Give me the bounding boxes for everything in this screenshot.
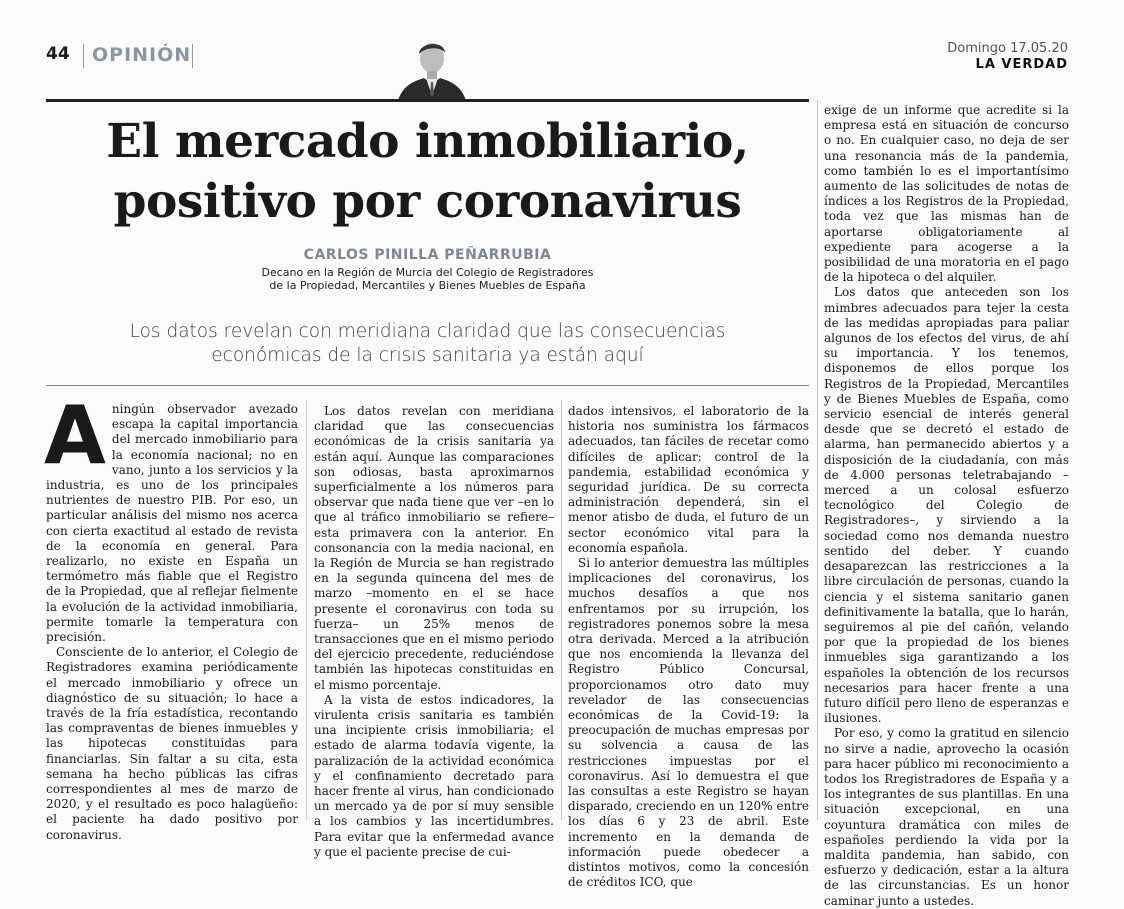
paragraph: Los datos que anteceden son los mimbres adecuados para tejer la cesta de las medidas apropiadas para paliar algunos de los efectos del virus, de ahí su importancia. Y los tenemos, disponemos de ellos porque los Registros de la Propiedad, Mercantiles y de Bienes Muebles de España, como servicio esencial de interés general desde que se decretó el estado de alarma, han permanecido abiertos y a disposición de la ciudadanía, con más de 4.000 personas teletrabajando –merced a un colosal esfuerzo tecnológico del Colegio de Registradores–, y sirviendo a la sociedad como nos demanda nuestro sentido del deber. Y cuando desaparezcan las restricciones a la libre circulación de personas, cuando la ciencia y el sistema sanitario ganen definitivamente la batalla, que lo harán, seguiremos al pie del cañón, velando por que la propiedad de los bienes inmuebles siga garantizando a los españoles la obtención de los recursos necesarios para hacer frente a una futuro difícil pero lleno de esperanzas e ilusiones.	[824, 285, 1069, 726]
headline-line: El mercado inmobiliario,	[106, 114, 749, 169]
paragraph: Los datos revelan con meridiana claridad que las consecuencias económicas de la crisis sanitaria ya están aquí. Aunque las comparaciones son odiosas, basta aproximarnos superficialmente a los números para observar que nada tiene que ver –en lo que al tráfico inmobiliario se refiere– esta primavera con la anterior. En consonancia con la media nacional, en la Región de Murcia se han registrado en la segunda quincena del mes de marzo –momento en el se hace presente el coronavirus con toda su fuerza– un 25% menos de transacciones que en el mismo periodo del ejercicio precedente, reduciéndose también las hipotecas constituidas en el mismo porcentaje.	[314, 404, 554, 692]
header-divider	[83, 44, 84, 68]
column-divider	[306, 400, 307, 820]
drop-cap: A	[44, 389, 106, 482]
standfirst-line: Los datos revelan con meridiana claridad que las consecuencias	[129, 321, 726, 342]
paragraph: exige de un informe que acredite si la empresa está en situación de concurso o no. En cualquier caso, no deja de ser una resonancia más de la pandemia, como también lo es el importantísimo aumento de las solicitudes de notas de índices a los Registros de la Propiedad, toda vez que las mismas han de aportarse obligatoriamente al expediente para acogerse a la posibilidad de una moratoria en el pago de la hipoteca o del alquiler.	[824, 103, 1069, 285]
author-role	[60, 266, 795, 292]
paragraph: dados intensivos, el laboratorio de la historia nos suministra los fármacos adecuados, tan fáciles de recetar como difíciles de aplicar: control de la pandemia, estabilidad económica y seguridad jurídica. De su correcta administración dependerá, sin el menor atisbo de duda, el futuro de un sector económico vital para la economía española.	[568, 404, 809, 555]
headline-line: positivo por coronavirus	[113, 174, 742, 229]
author-portrait	[396, 36, 468, 101]
article-column-2	[314, 404, 554, 860]
paragraph	[44, 389, 298, 645]
section-label: OPINIÓN	[92, 44, 192, 66]
column-divider	[561, 400, 562, 820]
page-number: 44	[46, 44, 70, 64]
role-line: de la Propiedad, Mercantiles y Bienes Muebles de España	[269, 279, 586, 292]
column-divider	[817, 100, 818, 820]
standfirst-line: económicas de la crisis sanitaria ya están aquí	[211, 345, 644, 366]
section-rule	[46, 385, 809, 386]
standfirst	[80, 320, 775, 368]
paragraph: A la vista de estos indicadores, la virulenta crisis sanitaria es también una incipiente crisis inmobiliaria; el estado de alarma todavía vigente, la paralización de la actividad económica y el confinamiento decretado para hacer frente al virus, han condicionado un mercado ya de por sí muy sensible a los cambios y las incertidumbres. Para evitar que la enfermedad avance y que el paciente precise de cui-	[314, 692, 554, 859]
headline	[60, 112, 795, 232]
article-column-1	[44, 389, 298, 843]
article-column-3	[568, 404, 809, 891]
author-name: CARLOS PINILLA PEÑARRUBIA	[303, 247, 552, 263]
header-divider	[192, 44, 193, 68]
article-column-4	[824, 103, 1069, 909]
top-rule	[46, 99, 809, 102]
issue-date: Domingo 17.05.20	[947, 41, 1068, 56]
paragraph: Por eso, y como la gratitud en silencio no sirve a nadie, aprovecho la ocasión para hacer público mi reconocimiento a todos los Rregistradores de España y a los integrantes de sus plantillas. En una situación excepcional, en una coyuntura dramática con miles de españoles perdiendo la vida por la maldita pandemia, han sabido, con esfuerzo y dedicación, estar a la altura de las circunstancias. Es un honor caminar junto a ustedes.	[824, 726, 1069, 908]
paragraph-text: ningún observador avezado escapa la capital importancia del mercado inmobiliario para la economía nacional; no en vano, junto a los servicios y la industria, es uno de los principales nutrientes de nuestro PIB. Por eso, un particular análisis del mismo nos acerca con cierta exactitud al estado de revista de la economía en general. Para realizarlo, no existe en España un termómetro más fiable que el Registro de la Propiedad, que al reflejar fielmente la evolución de la actividad inmobiliaria, permite tomarle la temperatura con precisión.	[46, 402, 298, 645]
paragraph: Consciente de lo anterior, el Colegio de Registradores examina periódicamente el mercado inmobiliario y ofrece un diagnóstico de su situación; lo hace a través de la fría estadística, recontando las compraventas de bienes inmuebles y las hipotecas constituidas para financiarlas. Sin faltar a su cita, esta semana ha hecho públicas las cifras correspondientes al mes de marzo de 2020, y el resultado es poco halagüeño: el paciente ha dado positivo por coronavirus.	[46, 645, 298, 842]
role-line: Decano en la Región de Murcia del Colegio de Registradores	[261, 266, 594, 279]
newspaper-name: LA VERDAD	[975, 57, 1068, 72]
paragraph: Si lo anterior demuestra las múltiples implicaciones del coronavirus, los muchos desafíos a que nos enfrentamos por su irrupción, los registradores ponemos sobre la mesa otra derivada. Merced a la atribución que nos encomienda la llevanza del Registro Público Concursal, proporcionamos otro dato muy revelador de las consecuencias económicas de la Covid-19: la preocupación de muchas empresas por su solvencia a causa de las restricciones impuestas por el coronavirus. Así lo demuestra el que las consultas a este Registro se hayan disparado, creciendo en un 120% entre los días 6 y 23 de abril. Este incremento en la demanda de información puede obedecer a distintos motivos, como la concesión de créditos ICO, que	[568, 556, 809, 890]
